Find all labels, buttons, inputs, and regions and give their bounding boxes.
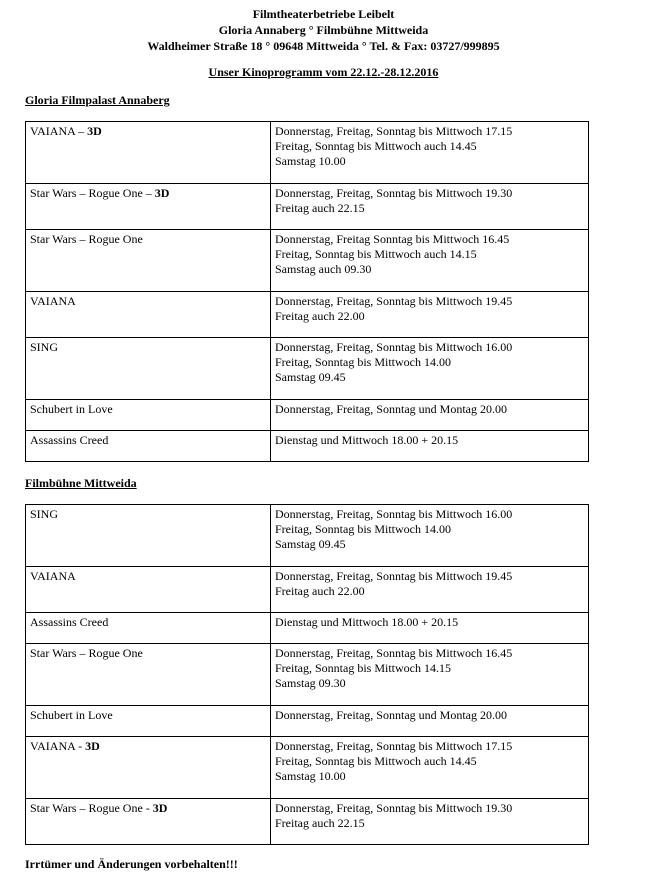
format-3d-label: 3D — [154, 186, 170, 200]
showtime-line: Donnerstag, Freitag, Sonntag bis Mittwoch 19.45 — [275, 294, 513, 308]
table-row — [26, 338, 589, 400]
disclaimer: Irrtümer und Änderungen vorbehalten!!! — [25, 857, 238, 871]
showtime-line: Dienstag und Mittwoch 18.00 + 20.15 — [275, 615, 459, 629]
film-title: Schubert in Love — [30, 708, 113, 722]
table-row — [26, 799, 589, 845]
showtimes-cell — [271, 706, 589, 737]
film-title: Schubert in Love — [30, 402, 113, 416]
film-title-cell — [26, 799, 271, 845]
showtime-line: Donnerstag, Freitag, Sonntag bis Mittwoch 17.15 — [275, 124, 513, 138]
showtime-line: Freitag, Sonntag bis Mittwoch auch 14.45 — [275, 139, 477, 153]
showtime-line: Freitag, Sonntag bis Mittwoch 14.00 — [275, 355, 451, 369]
film-title: SING — [30, 507, 59, 521]
showtime-line: Donnerstag, Freitag, Sonntag bis Mittwoch 19.45 — [275, 569, 513, 583]
film-title: SING — [30, 340, 59, 354]
format-3d-label: 3D — [152, 801, 168, 815]
table-row — [26, 613, 589, 644]
document-header — [0, 6, 647, 54]
format-3d-label: 3D — [85, 739, 100, 753]
showtime-line: Donnerstag, Freitag Sonntag bis Mittwoch 16.45 — [275, 232, 510, 246]
table-row — [26, 567, 589, 613]
showtimes-cell — [271, 338, 589, 400]
table-row — [26, 292, 589, 338]
program-table-mittweida — [25, 504, 589, 845]
showtime-line: Freitag, Sonntag bis Mittwoch 14.00 — [275, 522, 451, 536]
showtime-line: Dienstag und Mittwoch 18.00 + 20.15 — [275, 433, 459, 447]
showtime-line: Freitag auch 22.15 — [275, 816, 365, 830]
program-title: Unser Kinoprogramm vom 22.12.-28.12.2016 — [208, 65, 439, 79]
showtimes-cell — [271, 184, 589, 230]
showtime-line: Freitag auch 22.00 — [275, 309, 365, 323]
showtime-line: Samstag 09.45 — [275, 537, 346, 551]
film-title: Assassins Creed — [30, 615, 109, 629]
film-title: VAIANA — [30, 294, 76, 308]
film-title: Assassins Creed — [30, 433, 109, 447]
showtimes-cell — [271, 292, 589, 338]
table-row — [26, 400, 589, 431]
film-title-cell — [26, 230, 271, 292]
showtime-line: Donnerstag, Freitag, Sonntag bis Mittwoch 16.00 — [275, 340, 513, 354]
showtime-line: Donnerstag, Freitag, Sonntag und Montag 20.00 — [275, 402, 507, 416]
showtime-line: Samstag 10.00 — [275, 154, 346, 168]
film-title-cell — [26, 400, 271, 431]
format-3d-label: 3D — [87, 124, 102, 138]
film-title: Star Wars – Rogue One - — [30, 801, 153, 815]
showtime-line: Donnerstag, Freitag, Sonntag bis Mittwoch 16.00 — [275, 507, 513, 521]
cinema-names: Gloria Annaberg ° Filmbühne Mittweida — [218, 23, 429, 37]
film-title-cell — [26, 567, 271, 613]
table-row — [26, 122, 589, 184]
showtime-line: Freitag, Sonntag bis Mittwoch 14.15 — [275, 661, 451, 675]
film-title-cell — [26, 431, 271, 462]
table-row — [26, 431, 589, 462]
film-title-cell — [26, 338, 271, 400]
showtimes-cell — [271, 737, 589, 799]
section-title-annaberg: Gloria Filmpalast Annaberg — [25, 93, 170, 107]
showtime-line: Donnerstag, Freitag, Sonntag bis Mittwoch 16.45 — [275, 646, 513, 660]
showtime-line: Samstag 10.00 — [275, 769, 346, 783]
address-contact: Waldheimer Straße 18 ° 09648 Mittweida ° Tel. & Fax: 03727/999895 — [147, 39, 500, 53]
table-row — [26, 737, 589, 799]
company-name: Filmtheaterbetriebe Leibelt — [252, 7, 395, 21]
showtime-line: Samstag 09.45 — [275, 370, 346, 384]
film-title: VAIANA – — [30, 124, 88, 138]
film-title-cell — [26, 644, 271, 706]
program-table-annaberg — [25, 121, 589, 462]
showtime-line: Freitag, Sonntag bis Mittwoch auch 14.15 — [275, 247, 477, 261]
film-title-cell — [26, 184, 271, 230]
film-title: VAIANA — [30, 569, 76, 583]
film-title-cell — [26, 706, 271, 737]
showtimes-cell — [271, 644, 589, 706]
film-title: Star Wars – Rogue One — [30, 646, 143, 660]
showtime-line: Samstag 09.30 — [275, 676, 346, 690]
film-title: Star Wars – Rogue One — [30, 232, 143, 246]
showtimes-cell — [271, 613, 589, 644]
table-row — [26, 230, 589, 292]
film-title-cell — [26, 737, 271, 799]
showtimes-cell — [271, 799, 589, 845]
showtimes-cell — [271, 431, 589, 462]
table-row — [26, 644, 589, 706]
showtimes-cell — [271, 505, 589, 567]
table-row — [26, 184, 589, 230]
showtimes-cell — [271, 567, 589, 613]
film-title-cell — [26, 613, 271, 644]
showtime-line: Freitag, Sonntag bis Mittwoch auch 14.45 — [275, 754, 477, 768]
showtime-line: Donnerstag, Freitag, Sonntag bis Mittwoch 19.30 — [275, 801, 513, 815]
showtime-line: Freitag auch 22.00 — [275, 584, 365, 598]
film-title-cell — [26, 292, 271, 338]
showtime-line: Donnerstag, Freitag, Sonntag und Montag 20.00 — [275, 708, 507, 722]
table-row — [26, 505, 589, 567]
table-row — [26, 706, 589, 737]
showtime-line: Donnerstag, Freitag, Sonntag bis Mittwoch 17.15 — [275, 739, 513, 753]
showtime-line: Donnerstag, Freitag, Sonntag bis Mittwoch 19.30 — [275, 186, 513, 200]
film-title: Star Wars – Rogue One – — [30, 186, 155, 200]
showtime-line: Samstag auch 09.30 — [275, 262, 372, 276]
section-title-mittweida: Filmbühne Mittweida — [25, 476, 137, 490]
showtime-line: Freitag auch 22.15 — [275, 201, 365, 215]
film-title: VAIANA - — [30, 739, 86, 753]
showtimes-cell — [271, 122, 589, 184]
film-title-cell — [26, 505, 271, 567]
showtimes-cell — [271, 400, 589, 431]
film-title-cell — [26, 122, 271, 184]
showtimes-cell — [271, 230, 589, 292]
